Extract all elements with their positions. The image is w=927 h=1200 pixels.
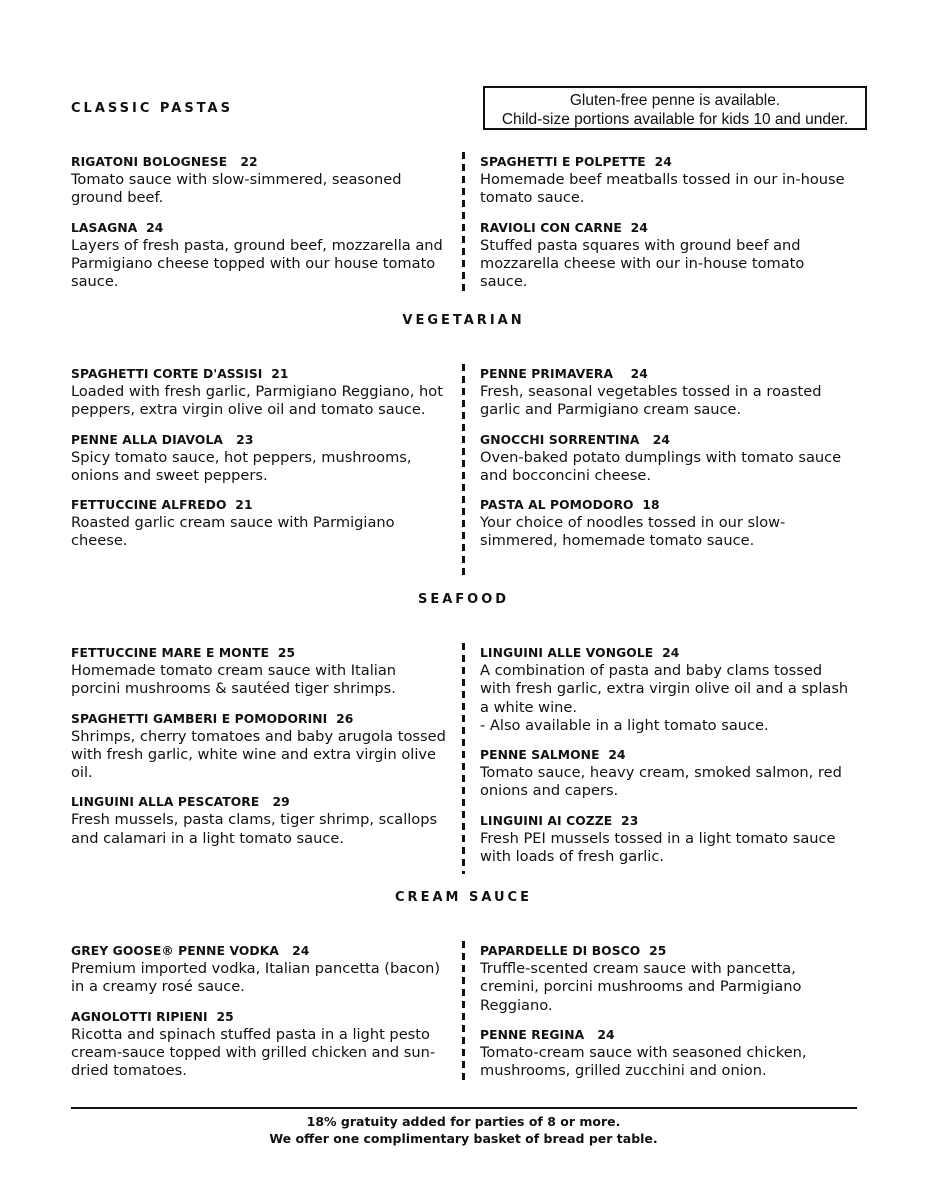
item-title: LINGUINI ALLE VONGOLE 24 [480, 646, 680, 660]
item-title: AGNOLOTTI RIPIENI 25 [71, 1009, 234, 1024]
item-title: FETTUCCINE MARE E MONTE 25 [71, 646, 296, 660]
item-description: Fresh PEI mussels tossed in a light tomato sauce with loads of fresh garlic. [480, 829, 836, 866]
item-title: SPAGHETTI CORTE D'ASSISI 21 [71, 367, 289, 381]
menu-item [71, 942, 446, 997]
menu-item [480, 1026, 855, 1081]
cream-right-column [480, 942, 855, 1091]
menu-item [480, 942, 855, 1015]
item-title: LINGUINI ALLA PESCATORE 29 [71, 795, 290, 810]
vegetarian-left-column [71, 365, 446, 562]
gluten-free-notice [483, 86, 867, 130]
menu-item [71, 431, 446, 486]
notice-line-2: Child-size portions available for kids 10 and under. [501, 111, 849, 128]
section-title-classic-pastas: CLASSIC PASTAS [71, 101, 233, 116]
notice-line-1: Gluten-free penne is available. [569, 92, 781, 109]
menu-item [71, 496, 446, 551]
menu-item [480, 746, 855, 801]
item-description: Fresh mussels, pasta clams, tiger shrimp, scallops and calamari in a light tomato sauce. [71, 811, 438, 847]
cream-left-column [71, 942, 446, 1091]
menu-item [480, 431, 855, 486]
item-title: GNOCCHI SORRENTINA 24 [480, 432, 671, 447]
item-description: Ricotta and spinach stuffed pasta in a light pesto cream-sauce topped with grilled chicken and sun-dried tomatoes. [71, 1025, 436, 1080]
section-title-vegetarian: VEGETARIAN [402, 313, 525, 328]
section-title-cream-sauce: CREAM SAUCE [395, 890, 532, 905]
menu-item [480, 496, 855, 551]
menu-item [71, 793, 446, 848]
item-description: Roasted garlic cream sauce with Parmigiano cheese. [71, 514, 395, 550]
item-description: Homemade tomato cream sauce with Italian porcini mushrooms & sautéed tiger shrimps. [71, 662, 397, 698]
item-description: Loaded with fresh garlic, Parmigiano Reggiano, hot peppers, extra virgin olive oil and tomato sauce. [71, 383, 443, 419]
item-title: PENNE REGINA 24 [480, 1027, 615, 1042]
item-description: Your choice of noodles tossed in our slow-simmered, homemade tomato sauce. [480, 514, 786, 550]
menu-item [71, 644, 446, 699]
item-title: GREY GOOSE® PENNE VODKA 24 [71, 944, 310, 958]
item-description: A combination of pasta and baby clams tossed with fresh garlic, extra virgin olive oil and a splash a white wine. [480, 662, 849, 716]
menu-item [71, 365, 446, 420]
menu-item [480, 365, 855, 420]
footer-rule [71, 1107, 857, 1109]
item-title: SPAGHETTI GAMBERI E POMODORINI 26 [71, 711, 354, 726]
item-title: LINGUINI AI COZZE 23 [480, 813, 639, 828]
item-description: Premium imported vodka, Italian pancetta (bacon) in a creamy rosé sauce. [71, 960, 441, 996]
seafood-right-column [480, 644, 855, 877]
classic-left-column [71, 153, 446, 302]
item-title: SPAGHETTI E POLPETTE 24 [480, 155, 672, 169]
item-title: RIGATONI BOLOGNESE 22 [71, 155, 258, 169]
column-divider [462, 643, 465, 874]
footer-gratuity-note: 18% gratuity added for parties of 8 or more. [306, 1114, 621, 1129]
column-divider [462, 941, 465, 1085]
item-description: Oven-baked potato dumplings with tomato sauce and bocconcini cheese. [480, 448, 842, 484]
item-title: PENNE SALMONE 24 [480, 748, 626, 763]
section-title-seafood: SEAFOOD [417, 592, 510, 607]
item-description: Fresh, seasonal vegetables tossed in a roasted garlic and Parmigiano cream sauce. [480, 383, 822, 419]
menu-item [480, 644, 855, 735]
menu-item [480, 153, 855, 208]
menu-item [71, 219, 446, 292]
classic-right-column [480, 153, 855, 302]
item-description: Tomato sauce with slow-simmered, seasoned ground beef. [71, 171, 402, 207]
item-description: Tomato sauce, heavy cream, smoked salmon, red onions and capers. [480, 764, 842, 800]
item-title: PENNE ALLA DIAVOLA 23 [71, 432, 254, 447]
column-divider [462, 364, 465, 576]
item-title: FETTUCCINE ALFREDO 21 [71, 498, 253, 513]
item-description: Homemade beef meatballs tossed in our in-house tomato sauce. [480, 171, 845, 207]
item-description: Spicy tomato sauce, hot peppers, mushrooms, onions and sweet peppers. [71, 448, 412, 484]
item-title: PASTA AL POMODORO 18 [480, 498, 660, 513]
item-description: Stuffed pasta squares with ground beef and mozzarella cheese with our in-house tomato sauce. [480, 236, 805, 291]
seafood-left-column [71, 644, 446, 859]
item-description: Layers of fresh pasta, ground beef, mozzarella and Parmigiano cheese topped with our house tomato sauce. [71, 236, 443, 291]
item-description: Tomato-cream sauce with seasoned chicken, mushrooms, grilled zucchini and onion. [480, 1043, 807, 1080]
menu-item [480, 812, 855, 867]
item-title: RAVIOLI CON CARNE 24 [480, 220, 648, 235]
menu-item [71, 1008, 446, 1081]
item-note: - Also available in a light tomato sauce. [480, 716, 769, 734]
vegetarian-right-column [480, 365, 855, 562]
menu-item [480, 219, 855, 292]
menu-item [71, 710, 446, 783]
item-description: Truffle-scented cream sauce with pancetta, cremini, porcini mushrooms and Parmigiano Reggiano. [480, 960, 802, 1014]
footer-bread-note: We offer one complimentary basket of bread per table. [269, 1131, 658, 1146]
item-title: PAPARDELLE DI BOSCO 25 [480, 944, 667, 958]
item-description: Shrimps, cherry tomatoes and baby arugola tossed with fresh garlic, white wine and extra virgin olive oil. [71, 727, 446, 782]
item-title: PENNE PRIMAVERA 24 [480, 367, 648, 381]
menu-item [71, 153, 446, 208]
item-title: LASAGNA 24 [71, 220, 164, 235]
column-divider [462, 152, 465, 295]
